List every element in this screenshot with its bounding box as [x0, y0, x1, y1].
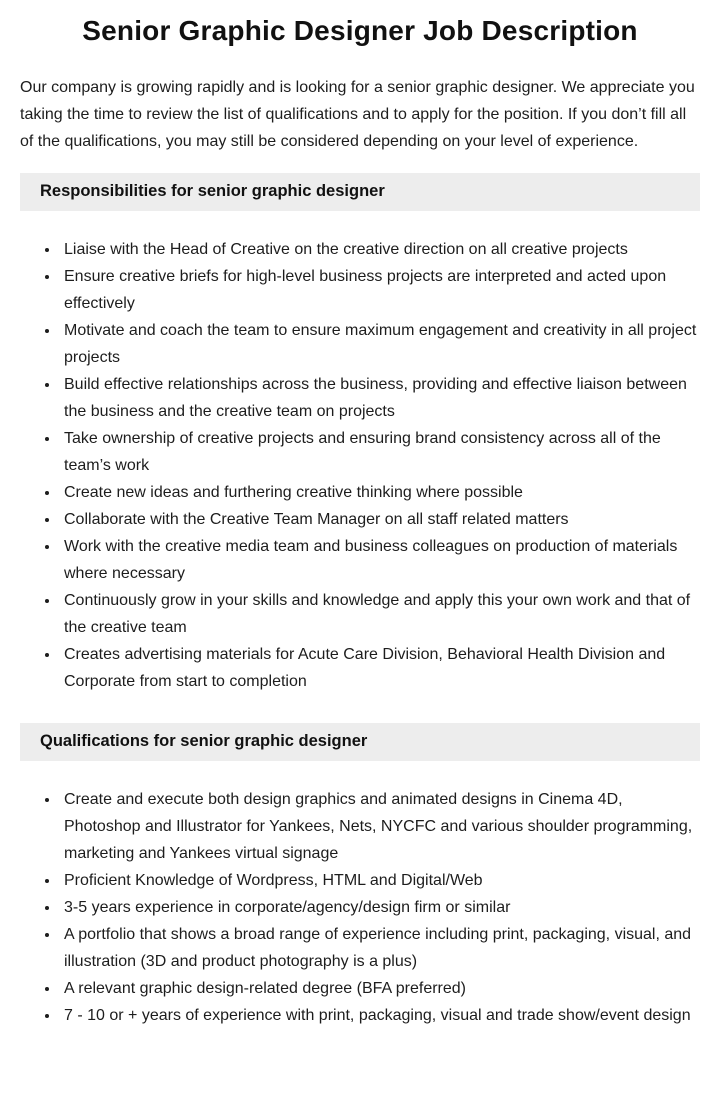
responsibilities-section	[20, 173, 700, 695]
list-item: • Creates advertising materials for Acute Care Division, Behavioral Health Division and Corporate from start to completion	[60, 641, 700, 695]
list-item: • Create new ideas and furthering creative thinking where possible	[60, 479, 700, 506]
page-title: Senior Graphic Designer Job Description	[82, 15, 638, 46]
qualifications-section	[20, 723, 700, 1029]
responsibilities-section-header: Responsibilities for senior graphic designer	[20, 173, 700, 211]
list-item: • 3-5 years experience in corporate/agency/design firm or similar	[60, 894, 700, 921]
qualifications-list	[20, 786, 700, 1029]
list-item: • Proficient Knowledge of Wordpress, HTML and Digital/Web	[60, 867, 700, 894]
list-item: • Take ownership of creative projects and ensuring brand consistency across all of the team’s work	[60, 425, 700, 479]
list-item: • Work with the creative media team and business colleagues on production of materials where necessary	[60, 533, 700, 587]
list-item: • Continuously grow in your skills and knowledge and apply this your own work and that of the creative team	[60, 587, 700, 641]
list-item: • Create and execute both design graphics and animated designs in Cinema 4D, Photoshop and Illustrator for Yankees, Nets, NYCFC and various shoulder programming, marketing and Yankees virtual signage	[60, 786, 700, 867]
qualifications-section-header: Qualifications for senior graphic designer	[20, 723, 700, 761]
list-item: • Collaborate with the Creative Team Manager on all staff related matters	[60, 506, 700, 533]
list-item: • Build effective relationships across the business, providing and effective liaison between the business and the creative team on projects	[60, 371, 700, 425]
list-item: • Motivate and coach the team to ensure maximum engagement and creativity in all project projects	[60, 317, 700, 371]
list-item: • A portfolio that shows a broad range of experience including print, packaging, visual, and illustration (3D and product photography is a plus)	[60, 921, 700, 975]
list-item: • Liaise with the Head of Creative on the creative direction on all creative projects	[60, 236, 700, 263]
list-item: • Ensure creative briefs for high-level business projects are interpreted and acted upon effectively	[60, 263, 700, 317]
intro-paragraph: Our company is growing rapidly and is looking for a senior graphic designer. We appreciate you taking the time to review the list of qualifications and to apply for the position. If you don’t fill all of the qualifications, you may still be considered depending on your level of experience.	[20, 78, 695, 150]
list-item: • 7 - 10 or + years of experience with print, packaging, visual and trade show/event design	[60, 1002, 700, 1029]
list-item: • A relevant graphic design-related degree (BFA preferred)	[60, 975, 700, 1002]
responsibilities-list	[20, 236, 700, 695]
